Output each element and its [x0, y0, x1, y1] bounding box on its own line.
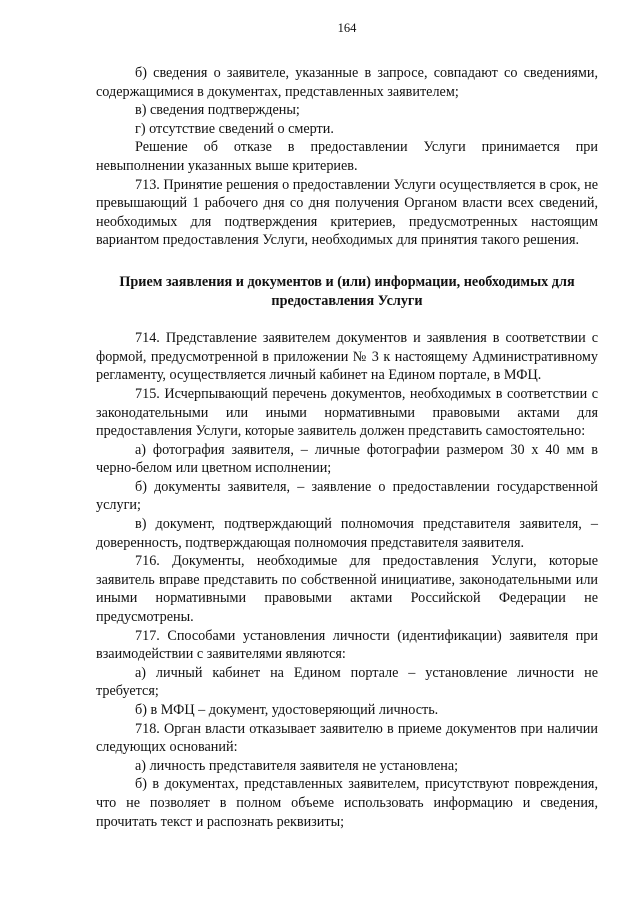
- section-heading: Прием заявления и документов и (или) информации, необходимых для предоставления Услуги: [119, 273, 575, 309]
- paragraph-criterion-v: в) сведения подтверждены;: [135, 102, 300, 119]
- paragraph-718: 718. Орган власти отказывает заявителю в приеме документов при наличии следующих оснований:: [96, 720, 598, 756]
- paragraph-criterion-g: г) отсутствие сведений о смерти.: [135, 120, 334, 137]
- paragraph-717: 717. Способами установления личности (идентификации) заявителя при взаимодействии с заявителями являются:: [96, 627, 598, 663]
- paragraph-714: 714. Представление заявителем документов и заявления в соответствии с формой, предусмотренной в приложении № 3 к настоящему Административному регламенту, осуществляется личный кабинет на Едином портале, в МФЦ.: [96, 330, 598, 384]
- paragraph-refusal-decision: Решение об отказе в предоставлении Услуги принимается при невыполнении указанных выше критериев.: [96, 139, 598, 174]
- paragraph-715-b: б) документы заявителя, – заявление о предоставлении государственной услуги;: [96, 478, 598, 514]
- paragraph-715-a: а) фотография заявителя, – личные фотографии размером 30 x 40 мм в черно-белом или цветном исполнении;: [96, 441, 598, 477]
- paragraph-715-v: в) документ, подтверждающий полномочия представителя заявителя, – доверенность, подтверждающая полномочия представителя заявителя.: [96, 516, 598, 551]
- paragraph-717-a: а) личный кабинет на Едином портале – установление личности не требуется;: [96, 664, 598, 700]
- paragraph-716: 716. Документы, необходимые для предоставления Услуги, которые заявитель вправе представить по собственной инициативе, законодательными или иными нормативными правовыми актами Российской Федерации не предусмотрены.: [96, 553, 598, 626]
- paragraph-718-a: а) личность представителя заявителя не установлена;: [135, 757, 459, 774]
- paragraph-criterion-b: б) сведения о заявителе, указанные в запросе, совпадают со сведениями, содержащимися в документах, представленных заявителем;: [96, 65, 598, 100]
- paragraph-715: 715. Исчерпывающий перечень документов, необходимых в соответствии с законодательными или иными нормативными правовыми актами для предоставления Услуги, которые заявитель должен представить самостоятельно:: [96, 385, 598, 440]
- paragraph-713: 713. Принятие решения о предоставлении Услуги осуществляется в срок, не превышающий 1 рабочего дня со дня получения Органом власти всех сведений, необходимых для подтверждения критериев, предусмотренных настоящим вариантом предоставления Услуги, необходимых для принятия такого решения.: [96, 176, 598, 249]
- paragraph-718-b: б) в документах, представленных заявителем, присутствуют повреждения, что не позволяет в полном объеме использовать информацию и сведения, прочитать текст и распознать реквизиты;: [96, 776, 598, 830]
- paragraph-717-b: б) в МФЦ – документ, удостоверяющий личность.: [135, 702, 439, 718]
- page-number: 164: [337, 21, 357, 35]
